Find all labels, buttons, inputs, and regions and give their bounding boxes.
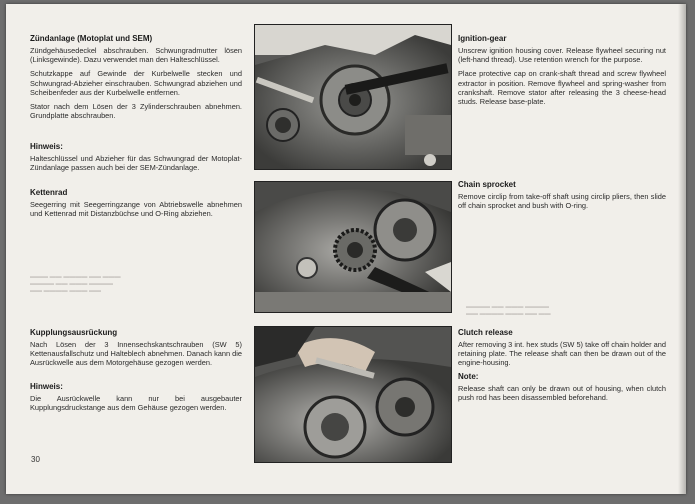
photo-flywheel-removal <box>254 24 452 170</box>
section-kupplungsausrueckung <box>30 328 242 373</box>
section-zuendanlage <box>30 34 242 125</box>
photo-chain-sprocket <box>254 181 452 313</box>
section-heading: Note: <box>458 372 479 381</box>
section-paragraph: Die Ausrückwelle kann nur bei ausgebauter Kupplungsdruckstange aus dem Gehäuse gezogen werden. <box>30 394 242 413</box>
section-paragraph: Unscrew ignition housing cover. Release flywheel securing nut (left-hand thread). Use retention wrench for the purpose. <box>458 46 666 65</box>
section-heading: Hinweis: <box>30 142 63 151</box>
section-heading: Kettenrad <box>30 188 68 197</box>
section-kettenrad <box>30 188 242 223</box>
manual-page <box>6 4 686 494</box>
section-hinweis-1 <box>30 142 242 177</box>
page-edge-shadow <box>678 4 686 494</box>
section-paragraph: Stator nach dem Lösen der 3 Zylinderschrauben abnehmen. Grundplatte abschrauben. <box>30 102 242 121</box>
page-number: 30 <box>31 455 40 464</box>
section-paragraph: Halteschlüssel und Abzieher für das Schwungrad der Motoplat-Zündanlage passen auch bei der SEM-Zündanlage. <box>30 154 242 173</box>
section-paragraph: Nach Lösen der 3 Innensechskantschrauben (SW 5) Kettenausfallschutz und Halteblech abnehmen. Danach kann die Ausrückwelle aus dem Motorgehäuse gezogen werden. <box>30 340 243 368</box>
bleed-through-text: ▬▬▬▬ ▬▬ ▬▬▬ ▬▬▬▬ ▬▬ ▬▬▬▬ ▬▬▬ ▬▬ ▬▬ <box>466 304 551 317</box>
section-paragraph: Zündgehäusedeckel abschrauben. Schwungradmutter lösen (Linksgewinde). Dazu verwendet man den Halteschlüssel. <box>30 46 242 65</box>
section-heading: Ignition-gear <box>458 34 507 43</box>
section-chain-sprocket <box>458 180 666 215</box>
section-paragraph: Remove circlip from take-off shaft using circlip pliers, then slide off chain sprocket and bush with O-ring. <box>458 192 666 211</box>
section-heading: Clutch release <box>458 328 513 337</box>
section-paragraph: Seegerring mit Seegerringzange von Abtriebswelle abnehmen und Kettenrad mit Distanzbüchse und O-Ring abziehen. <box>30 200 242 219</box>
section-paragraph: After removing 3 int. hex studs (SW 5) take off chain holder and retaining plate. The release shaft can then be drawn out of the engine-housing. <box>458 340 666 368</box>
section-hinweis-2 <box>30 382 242 417</box>
section-heading: Kupplungsausrückung <box>30 328 118 337</box>
section-paragraph: Place protective cap on crank-shaft thread and screw flywheel extractor in position. Remove flywheel and spring-washer from crankshaft. Remove stator after releasing the 3 cheese-head studs. Release base-plate. <box>458 69 666 107</box>
section-paragraph: Schutzkappe auf Gewinde der Kurbelwelle stecken und Schwungrad-Abzieher einschrauben. Schwungrad abziehen und Scheibenfeder aus der Kurbelwelle entfernen. <box>30 69 242 97</box>
section-clutch-release <box>458 328 666 373</box>
bleed-through-text: ▬▬▬ ▬▬ ▬▬▬▬ ▬▬ ▬▬▬ ▬▬▬▬ ▬▬ ▬▬▬ ▬▬▬▬ ▬▬ ▬▬▬▬ ▬▬▬ ▬▬ <box>30 274 121 294</box>
photo-clutch-release <box>254 326 452 463</box>
section-note <box>458 372 666 407</box>
section-paragraph: Release shaft can only be drawn out of housing, when clutch push rod has been disassembled beforehand. <box>458 384 666 403</box>
section-heading: Zündanlage (Motoplat und SEM) <box>30 34 153 43</box>
section-ignition-gear <box>458 34 666 111</box>
section-heading: Chain sprocket <box>458 180 516 189</box>
section-heading: Hinweis: <box>30 382 63 391</box>
